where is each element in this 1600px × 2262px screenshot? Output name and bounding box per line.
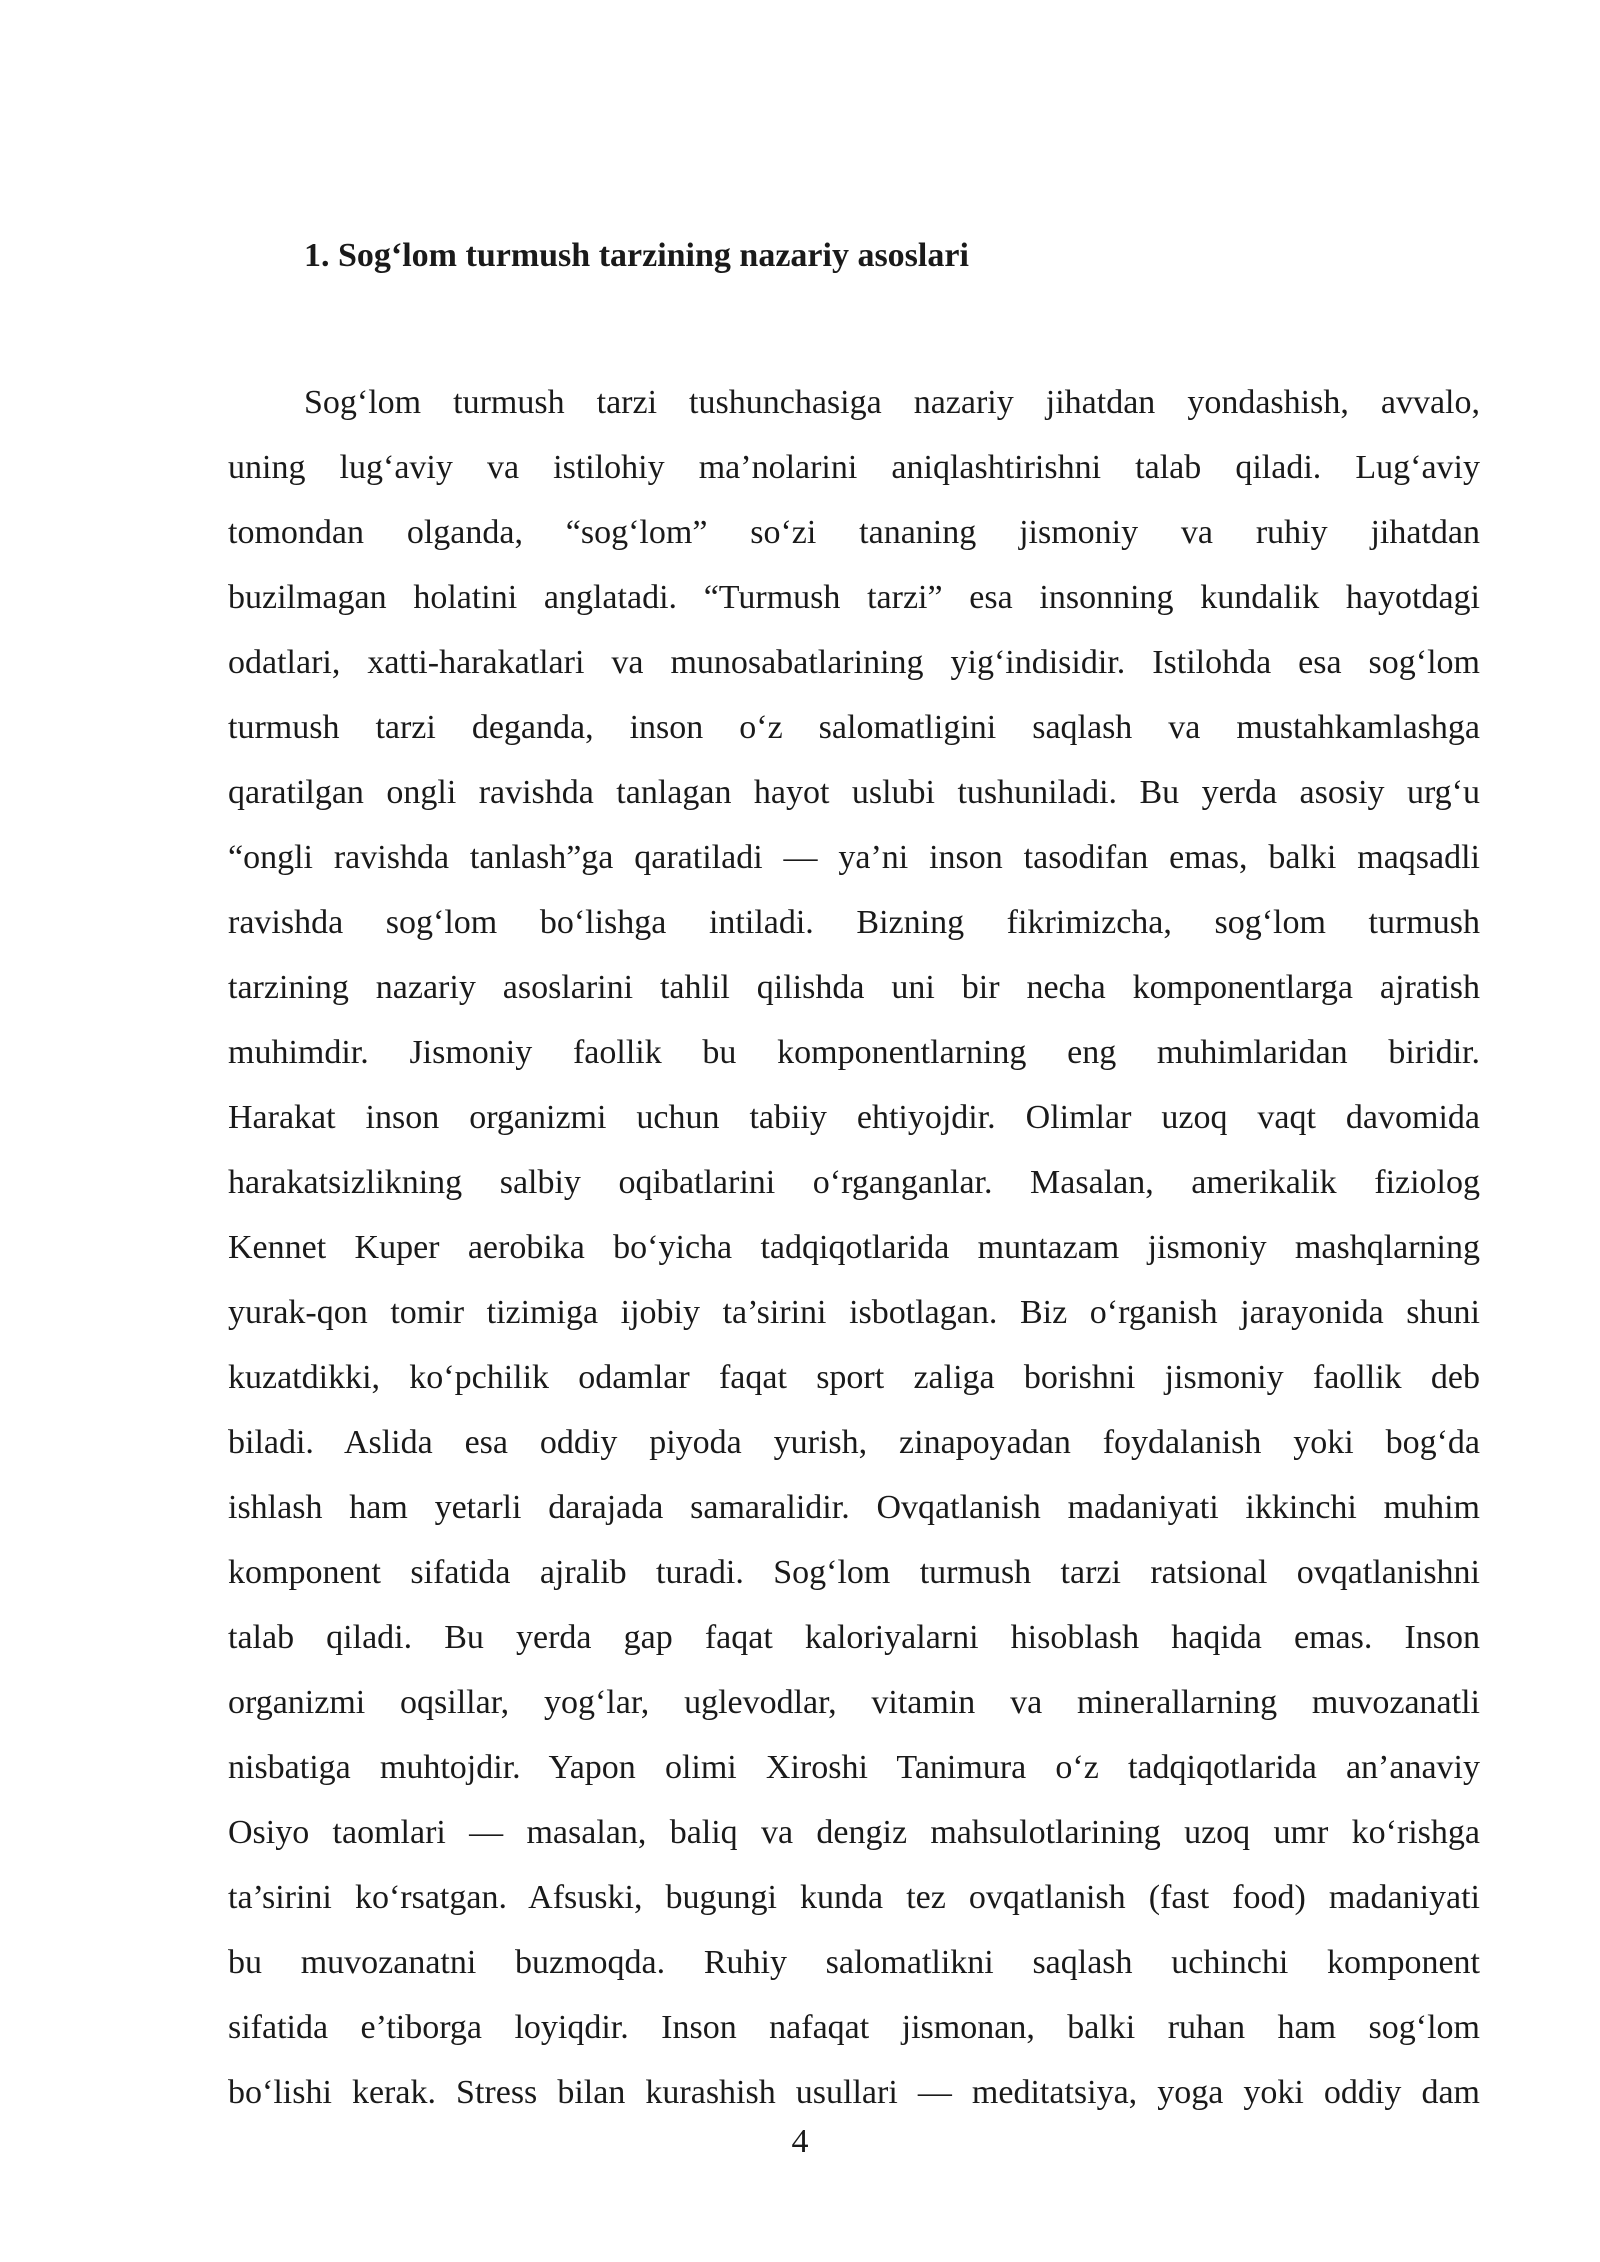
text-line: organizmi oqsillar, yog‘lar, uglevodlar, vitamin va minerallarning muvozanatli (228, 1684, 1480, 1721)
text-line: Kennet Kuper aerobika bo‘yicha tadqiqotlarida muntazam jismoniy mashqlarning (228, 1229, 1480, 1266)
text-line: yurak-qon tomir tizimiga ijobiy ta’sirini isbotlagan. Biz o‘rganish jarayonida shuni (228, 1294, 1480, 1331)
text-line: ishlash ham yetarli darajada samaralidir. Ovqatlanish madaniyati ikkinchi muhim (228, 1489, 1480, 1526)
text-line: nisbatiga muhtojdir. Yapon olimi Xiroshi Tanimura o‘z tadqiqotlarida an’anaviy (228, 1749, 1480, 1786)
text-line: qaratilgan ongli ravishda tanlagan hayot uslubi tushuniladi. Bu yerda asosiy urg‘u (228, 774, 1480, 811)
text-line: bo‘lishi kerak. Stress bilan kurashish usullari — meditatsiya, yoga yoki oddiy dam (228, 2074, 1480, 2111)
text-line: tarzining nazariy asoslarini tahlil qilishda uni bir necha komponentlarga ajratish (228, 969, 1480, 1006)
text-line: Harakat inson organizmi uchun tabiiy ehtiyojdir. Olimlar uzoq vaqt davomida (228, 1099, 1480, 1136)
text-line: biladi. Aslida esa oddiy piyoda yurish, zinapoyadan foydalanish yoki bog‘da (228, 1424, 1480, 1461)
page-number: 4 (791, 2123, 809, 2160)
text-line: sifatida e’tiborga loyiqdir. Inson nafaqat jismonan, balki ruhan ham sog‘lom (228, 2009, 1480, 2046)
text-line: muhimdir. Jismoniy faollik bu komponentlarning eng muhimlaridan biridir. (228, 1034, 1480, 1071)
text-line: ta’sirini ko‘rsatgan. Afsuski, bugungi kunda tez ovqatlanish (fast food) madaniyati (228, 1879, 1480, 1916)
text-line: ravishda sog‘lom bo‘lishga intiladi. Bizning fikrimizcha, sog‘lom turmush (228, 904, 1480, 941)
text-line: turmush tarzi deganda, inson o‘z salomatligini saqlash va mustahkamlashga (228, 709, 1480, 746)
body-paragraph (228, 376, 1480, 2131)
text-line: komponent sifatida ajralib turadi. Sog‘lom turmush tarzi ratsional ovqatlanishni (228, 1554, 1480, 1591)
text-line: bu muvozanatni buzmoqda. Ruhiy salomatlikni saqlash uchinchi komponent (228, 1944, 1480, 1981)
text-line: odatlari, xatti-harakatlari va munosabatlarining yig‘indisidir. Istilohda esa sog‘lom (228, 644, 1480, 681)
section-heading: 1. Sog‘lom turmush tarzining nazariy asoslari (304, 237, 969, 274)
text-line: harakatsizlikning salbiy oqibatlarini o‘rganganlar. Masalan, amerikalik fiziolog (228, 1164, 1480, 1201)
text-line: kuzatdikki, ko‘pchilik odamlar faqat sport zaliga borishni jismoniy faollik deb (228, 1359, 1480, 1396)
text-line: talab qiladi. Bu yerda gap faqat kaloriyalarni hisoblash haqida emas. Inson (228, 1619, 1480, 1656)
text-line: Osiyo taomlari — masalan, baliq va dengiz mahsulotlarining uzoq umr ko‘rishga (228, 1814, 1480, 1851)
text-line: uning lug‘aviy va istilohiy ma’nolarini aniqlashtirishni talab qiladi. Lug‘aviy (228, 449, 1480, 486)
text-line: tomondan olganda, “sog‘lom” so‘zi tananing jismoniy va ruhiy jihatdan (228, 514, 1480, 551)
text-line: “ongli ravishda tanlash”ga qaratiladi — ya’ni inson tasodifan emas, balki maqsadli (228, 839, 1480, 876)
text-line: buzilmagan holatini anglatadi. “Turmush tarzi” esa insonning kundalik hayotdagi (228, 579, 1480, 616)
text-line: Sog‘lom turmush tarzi tushunchasiga nazariy jihatdan yondashish, avvalo, (304, 384, 1480, 421)
